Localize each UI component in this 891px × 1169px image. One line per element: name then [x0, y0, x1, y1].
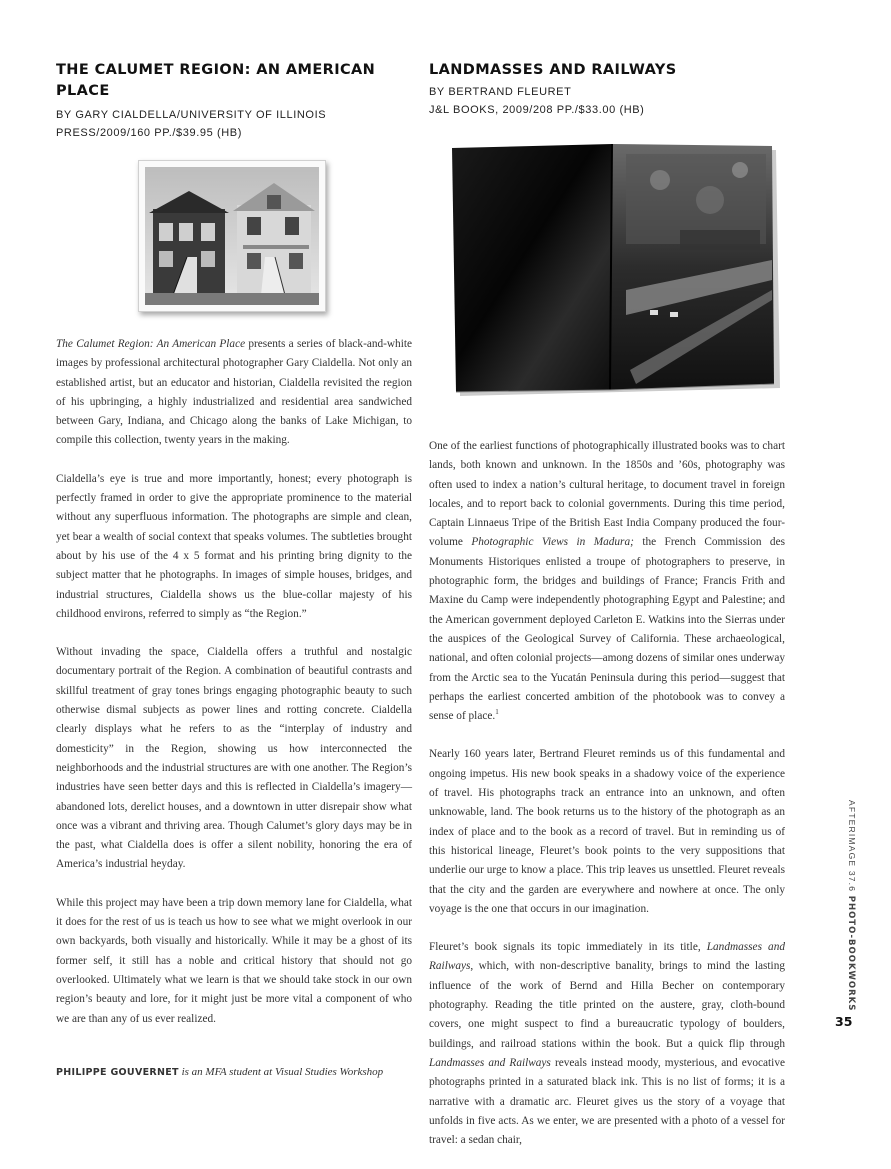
running-head-section: PHOTO-BOOKWORKS [846, 895, 856, 1012]
landmasses-title-italic-1: Landmasses and Railways [429, 941, 785, 973]
right-review [429, 60, 785, 119]
houses-photo-image [139, 161, 325, 311]
right-review-paragraph-1 [429, 437, 785, 726]
right-review-byline-author: BY BERTRAND FLEURET [429, 86, 572, 98]
left-review-paragraph-4: While this project may have been a trip down memory lane for Cialdella, what it does for the rest of us is teach us how to see what we might overlook in our own backyards, both visually and historically. While it may be a ghost of its former self, it still has a noble and critical history that should not go overlooked. Ultimately what we learn is that we should take stock in our own region’s beauty and lore, for it might just be more vital a component of who we are than any of us ever realized. [56, 896, 412, 1025]
right-review-paragraph-3-start: Fleuret’s book signals its topic immediately in its title, [429, 941, 707, 954]
left-review-title: THE CALUMET REGION: AN AMERICAN PLACE [56, 62, 376, 99]
left-review-paragraph-2: Cialdella’s eye is true and more importantly, honest; every photograph is perfectly framed in order to give the appropriate prominence to the material without any superfluous information. The photographs are simple and clean, yet bear a wealth of social context that speaks volumes. The subtleties brought about by his use of the 4 x 5 format and his printing bring dignity to the subject matter that he photographs. In images of simple houses, bridges, and industrial structures, Cialdella shows us the blue-collar majesty of his childhood environs, referred to simply as “the Region.” [56, 472, 412, 620]
right-review-title: LANDMASSES AND RAILWAYS [429, 62, 677, 78]
right-review-paragraph-1-end: the French Commission des Monuments Historiques enlisted a troupe of photographers to preserve, in photographic form, the bridges and buildings of France; Francis Frith and Maxine du Camp were independently photographing Egypt and Palestine; and the American government deployed Carleton E. Watkins into the Sierras under the auspices of the Geological Survey of California. These archaeological, national, and often colonial projects—among dozens of similar ones underway from the Arctic sea to the Yucatán Peninsula during this period—suggest that perhaps the earliest concerted ambition of the photobook was to convey a sense of place. [429, 536, 785, 723]
landmasses-book-photo [430, 140, 786, 400]
right-review-paragraph-3-mid: , which, with non-descriptive banality, brings to mind the lasting influence of the work of Bernd and Hilla Becher on contemporary photography. Reading the title printed on the austere, gray, cloth-bound covers, one might suspect to find a bureaucratic typology of boulders, buildings, and railroad stations within the book. But a quick flip through [429, 960, 785, 1050]
right-review-paragraph-3-end: reveals instead moody, mysterious, and evocative photographs printed in a saturated black ink. This is no list of forms; it is a narrative with a dramatic arc. Fleuret gives us the story of a voyage that unfolds in five acts. As we enter, we are presented with a photo of a vessel for travel: a sedan chair, [429, 1056, 785, 1147]
open-book-image [430, 140, 786, 400]
left-book-title-italic: The Calumet Region: An American Place [56, 338, 246, 350]
left-review-paragraph-3: Without invading the space, Cialdella offers a truthful and nostalgic documentary portrait of the Region. A combination of beautiful contrasts and skillful treatment of gray tones brings engaging photographic beauty to such otherwise dismal subjects as power lines and rotting concrete. Cialdella clearly displays what he refers to as the “interplay of industry and domesticity” in the Region, showing us how interconnected the neighborhoods and the industrial structures are with one another. The Region’s industries have seen better days and this is reflected in Cialdella’s imagery—abandoned lots, derelict houses, and a downtown in utter disrepair show what once was a vibrant and thriving area. Though Calumet’s glory days may be in the past, what Cialdella does is offer a silent nobility, honoring the era of America’s industrial heyday. [56, 646, 412, 871]
page-number: 35 [835, 1014, 853, 1029]
right-review-byline-publisher: J&L BOOKS, 2009/208 PP./$33.00 (HB) [429, 104, 645, 116]
right-review-paragraph-2: Nearly 160 years later, Bertrand Fleuret reminds us of this fundamental and ongoing impetus. His new book speaks in a shadowy voice of the experience of travel. His photographs track an entrance into an unknown, and often unknowable, land. The book returns us to the history of the photograph as an index of place and to the book as a record of travel. But in reminding us of this historical lineage, Fleuret’s book points to the very suppositions that underlie our urge to know a place. This trip leaves us unsettled. Fleuret reveals that the city and the garden are everywhere and nowhere at once. The only voyage is the one that occurs in our imagination. [429, 748, 785, 915]
caption-author-bio: is an MFA student at Visual Studies Workshop [178, 1066, 384, 1078]
author-caption [56, 1066, 383, 1078]
left-review-byline-publisher: PRESS/2009/160 PP./$39.95 (HB) [56, 127, 242, 139]
landmasses-title-italic-2: Landmasses and Railways [429, 1056, 551, 1069]
left-review-byline-author: BY GARY CIALDELLA/UNIVERSITY OF ILLINOIS [56, 109, 327, 121]
running-head [846, 800, 857, 1011]
caption-author-name: PHILIPPE GOUVERNET [56, 1067, 179, 1078]
running-head-journal: AFTERIMAGE 37.6 [847, 800, 857, 896]
madura-title-italic: Photographic Views in Madura; [471, 536, 634, 549]
right-review-paragraph-3 [429, 938, 785, 1150]
left-review-paragraph-1 [56, 335, 412, 451]
left-review [56, 60, 412, 142]
left-review-paragraph-1-text: presents a series of black-and-white images by professional architectural photographer Gary Cialdella. Not only an established artist, but an educator and historian, Cialdella revisited the region of his upbringing, a highly industrialized and residential area sandwiched between Gary, Indiana, and Chicago along the banks of Lake Michigan, to compile this collection, twenty years in the making. [56, 338, 413, 447]
left-review-body [56, 335, 412, 1048]
footnote-marker: 1 [495, 708, 499, 717]
right-review-body [429, 437, 785, 1169]
calumet-book-photo [138, 160, 326, 312]
right-review-paragraph-1-start: One of the earliest functions of photographically illustrated books was to chart lands, both known and unknown. In the 1850s and ’60s, photography was often used to index a nation’s cultural heritage, to document travel in foreign locales, and to report back to colonial governments. During this time period, Captain Linnaeus Tripe of the British East India Company produced the four-volume [429, 440, 785, 549]
